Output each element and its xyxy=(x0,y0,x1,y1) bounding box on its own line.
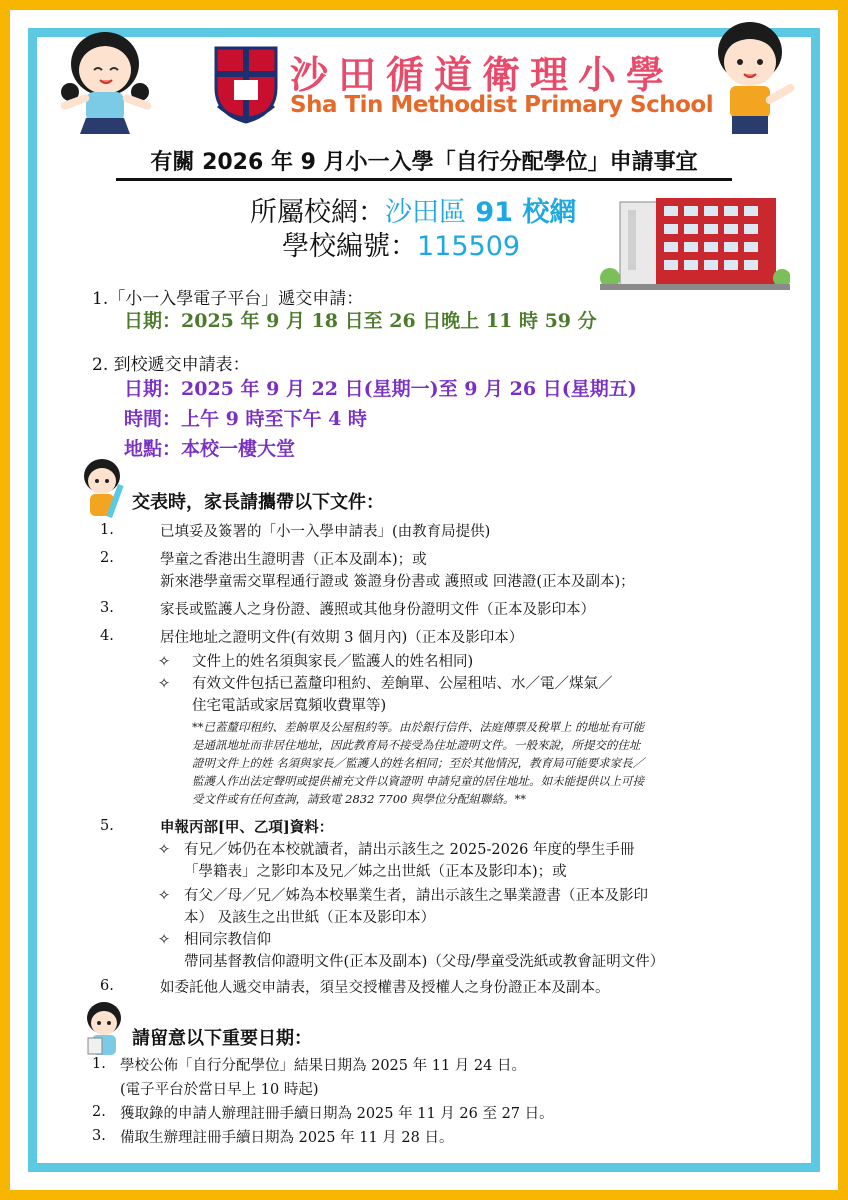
doc-item-1-number: 1. xyxy=(100,522,114,538)
school-net-label: 所屬校網： xyxy=(250,197,385,228)
doc-item-5-label: 申報丙部[甲、乙項]資料： xyxy=(160,819,334,836)
doc-item-4-number: 4. xyxy=(100,628,114,644)
doc-item-5-sub-2-bullet: ✧ xyxy=(158,888,171,904)
doc-item-6-number: 6. xyxy=(100,978,114,994)
date-item-3-number: 3. xyxy=(92,1128,106,1144)
doc-item-5-sub-1-bullet: ✧ xyxy=(158,842,171,858)
section-2-time: 時間：上午 9 時至下午 4 時 xyxy=(124,408,367,430)
doc-item-4-text: 居住地址之證明文件(有效期 3 個月內)（正本及影印本） xyxy=(160,630,524,646)
date-item-3-text: 備取生辦理註冊手續日期為 2025 年 11 月 28 日。 xyxy=(120,1130,454,1146)
doc-item-5-sub-3-text-line1: 相同宗教信仰 xyxy=(184,932,271,948)
doc-item-5-sub-1-text-line2: 「學籍表」之影印本及兄／姊之出世紙（正本及影印本)；或 xyxy=(184,864,567,880)
doc-item-1-text: 已填妥及簽署的「小一入學申請表」(由教育局提供) xyxy=(160,524,491,540)
doc-item-2-text-line2: 新來港學童需交單程通行證或 簽證身份書或 護照或 回港證(正本及副本)； xyxy=(160,574,635,590)
doc-item-5-sub-2-text-line1: 有父／母／兄／姊為本校畢業生者，請出示該生之畢業證書（正本及影印 xyxy=(184,888,648,904)
doc-item-4-note-line5: 受文件或有任何查詢，請致電 2832 7700 與學位分配組聯絡。** xyxy=(192,792,526,806)
school-net-number: 91 校網 xyxy=(466,197,577,228)
documents-heading: 交表時，家長請攜帶以下文件： xyxy=(132,492,384,513)
date-item-1-number: 1. xyxy=(92,1056,106,1072)
school-name-english: Sha Tin Methodist Primary School xyxy=(290,92,714,118)
girl-with-pencil-illustration xyxy=(74,454,130,524)
section-2-label: 2. 到校遞交申請表： xyxy=(92,355,250,375)
doc-item-4-sub-1-bullet: ✧ xyxy=(158,654,171,670)
school-crest-icon xyxy=(212,44,280,124)
doc-item-4-note-line2: 是通訊地址而非居住地址，因此教育局不接受為住址證明文件。一般來說，所提交的住址 xyxy=(192,738,641,752)
section-2-date: 日期：2025 年 9 月 22 日(星期一)至 9 月 26 日(星期五) xyxy=(124,378,637,400)
school-building-illustration xyxy=(600,188,790,298)
doc-item-2-number: 2. xyxy=(100,550,114,566)
doc-item-3-text: 家長或監護人之身份證、護照或其他身份證明文件（正本及影印本） xyxy=(160,602,595,618)
doc-item-4-note-line4: 監護人作出法定聲明或提供補充文件以資證明 申請兒童的居住地址。如未能提供以上可接 xyxy=(192,774,645,788)
school-code-label: 學校編號： xyxy=(282,231,417,262)
date-item-1-text-line1: 學校公佈「自行分配學位」結果日期為 2025 年 11 月 24 日。 xyxy=(120,1058,526,1074)
school-code-value: 115509 xyxy=(417,231,521,262)
doc-item-5-number: 5. xyxy=(100,818,114,834)
school-net-district: 沙田區 xyxy=(385,197,466,228)
doc-item-5-sub-3-bullet: ✧ xyxy=(158,932,171,948)
section-2-place: 地點：本校一樓大堂 xyxy=(124,438,296,460)
section-1-date: 日期：2025 年 9 月 18 日至 26 日晚上 11 時 59 分 xyxy=(124,310,597,332)
doc-item-4-sub-2-text-line2: 住宅電話或家居寬頻收費單等) xyxy=(192,698,387,714)
date-item-2-number: 2. xyxy=(92,1104,106,1120)
doc-item-5-sub-2-text-line2: 本） 及該生之出世紙（正本及影印本） xyxy=(184,910,436,926)
page-title: 有關 2026 年 9 月小一入學「自行分配學位」申請事宜 xyxy=(116,148,732,181)
doc-item-3-number: 3. xyxy=(100,600,114,616)
school-name-chinese: 沙田循道衛理小學 xyxy=(290,53,675,97)
section-1-label: 1.「小一入學電子平台」遞交申請： xyxy=(92,289,364,309)
date-item-2-text: 獲取錄的申請人辦理註冊手續日期為 2025 年 11 月 26 至 27 日。 xyxy=(120,1106,554,1122)
doc-item-4-note-line1: **已蓋釐印租約、差餉單及公屋租約等。由於銀行信件、法庭傳票及稅單上 的地址有可能 xyxy=(192,720,645,734)
boy-illustration xyxy=(700,10,810,145)
doc-item-5-sub-1-text-line1: 有兄／姊仍在本校就讀者，請出示該生之 2025-2026 年度的學生手冊 xyxy=(184,842,635,858)
doc-item-2-text-line1: 學童之香港出生證明書（正本及副本)；或 xyxy=(160,552,427,568)
doc-item-5-sub-3-text-line2: 帶同基督教信仰證明文件(正本及副本)（父母/學童受洗紙或教會証明文件） xyxy=(184,954,665,970)
doc-item-4-sub-2-bullet: ✧ xyxy=(158,676,171,692)
doc-item-4-sub-2-text-line1: 有效文件包括已蓋釐印租約、差餉單、公屋租咭、水／電／煤氣／ xyxy=(192,676,613,692)
date-item-1-text-line2: (電子平台於當日早上 10 時起) xyxy=(120,1082,319,1098)
important-dates-heading: 請留意以下重要日期： xyxy=(132,1028,312,1049)
doc-item-4-sub-1-text: 文件上的姓名須與家長／監護人的姓名相同) xyxy=(192,654,474,670)
girl-with-book-illustration xyxy=(76,998,132,1060)
school-code xyxy=(282,224,520,263)
doc-item-6-text: 如委託他人遞交申請表，須呈交授權書及授權人之身份證正本及副本。 xyxy=(160,980,610,996)
girl-illustration xyxy=(50,14,160,144)
doc-item-4-note-line3: 證明文件上的姓 名須與家長／監護人的姓名相同；至於其他情況，教育局可能要求家長／ xyxy=(192,756,645,770)
